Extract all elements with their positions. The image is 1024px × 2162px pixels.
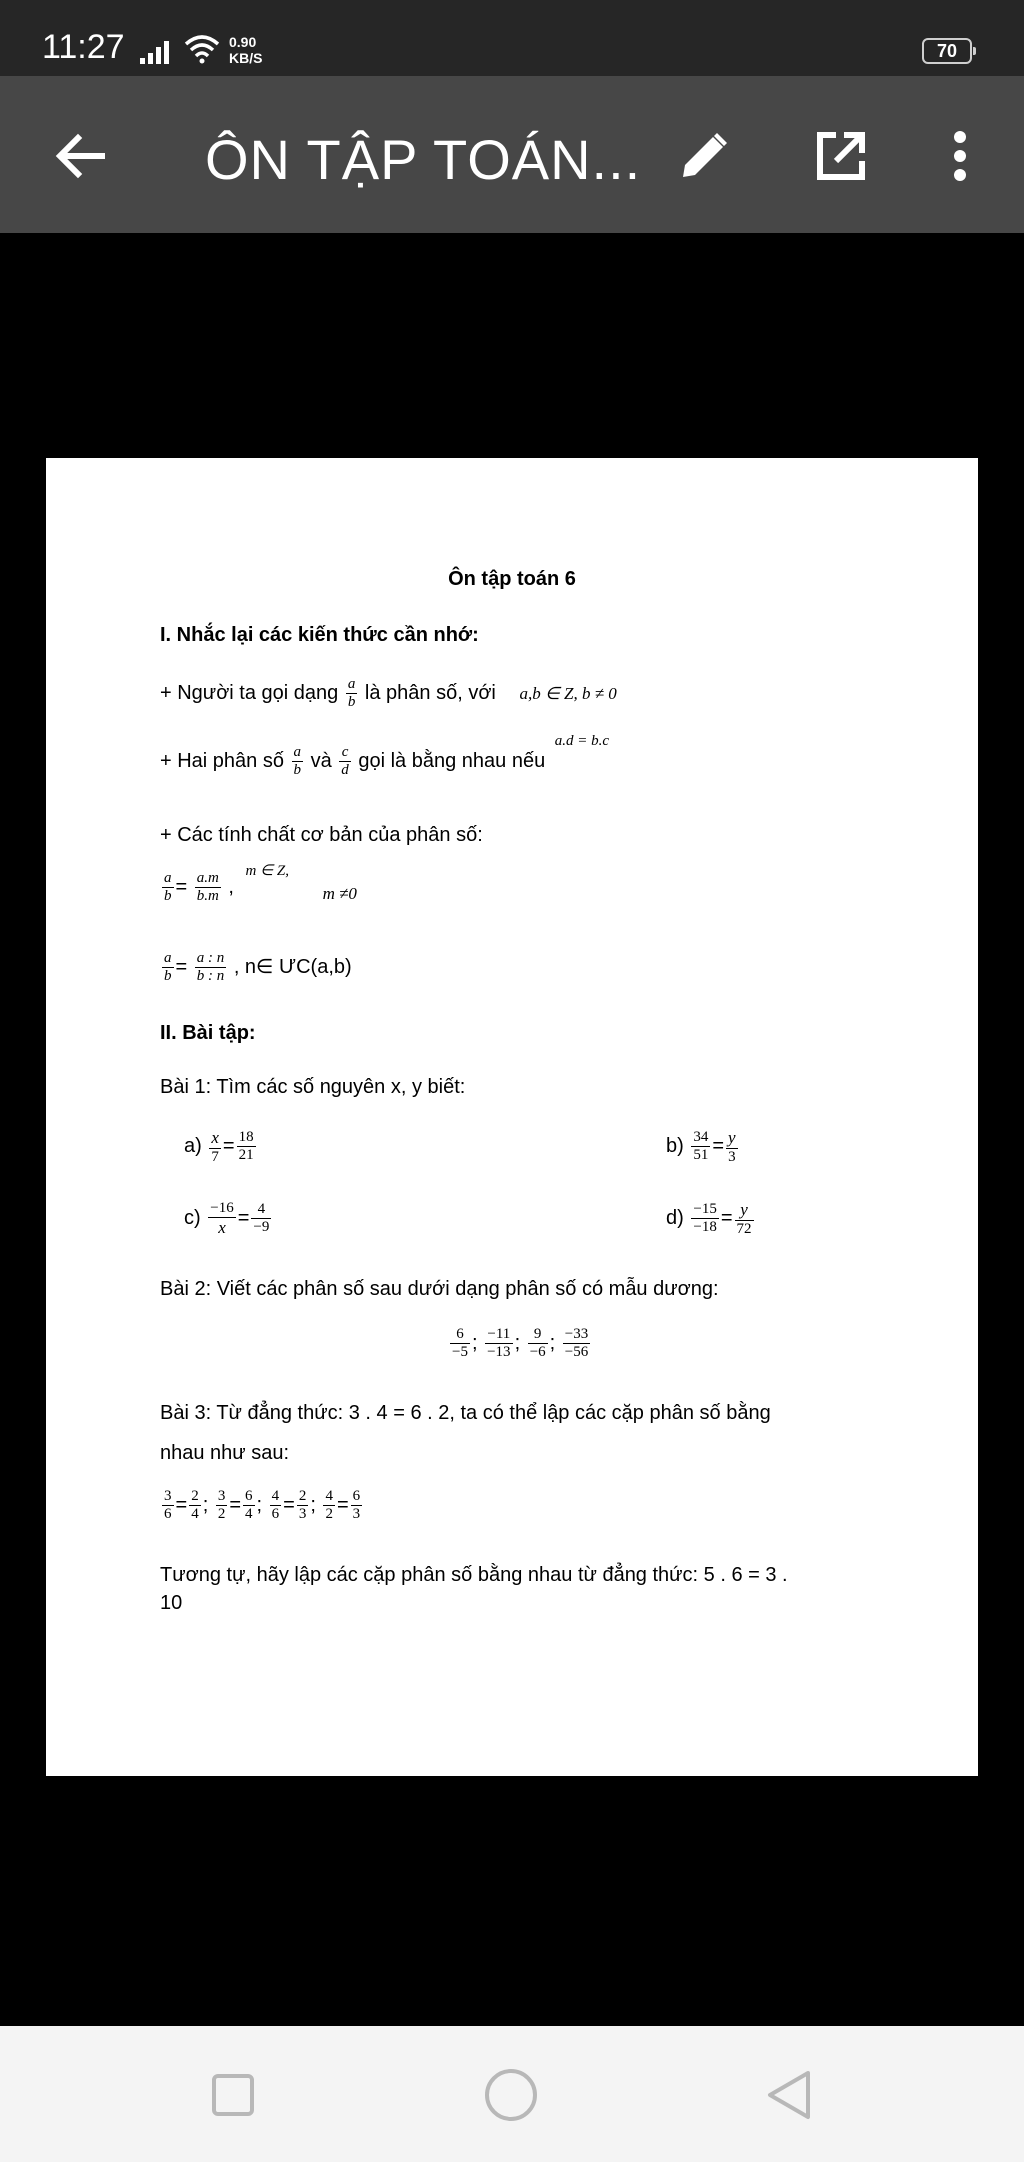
fraction-a-b: $\frac{a}{b}$: [347, 676, 356, 711]
pencil-icon: [677, 129, 731, 183]
fraction-a-b: $\frac{a}{b}$: [293, 744, 302, 779]
square-icon: [210, 2072, 256, 2118]
exercise3-text-2: nhau như sau:: [160, 1442, 290, 1464]
exercise1-c: c) $\frac{-16}{x}$ = $\frac{4}{-9}$: [184, 1200, 270, 1238]
property-divide-condition: , n∈ ƯC(a,b): [233, 956, 352, 979]
definition-line: [160, 676, 617, 712]
exercise3-pairs: $\frac{3}{6}$ = $\frac{2}{4}$ ; $\frac{3}{2}$ = $\frac{6}{4}$ ; $\frac{4}{6}$ = $\frac{2}{3}$ ; $\frac{4}{2}$ = $\frac{6}{3}$: [164, 1488, 361, 1523]
navigation-bar: [0, 2026, 1024, 2162]
speed-unit: KB/S: [229, 50, 263, 66]
network-speed: [229, 34, 262, 66]
exercise3-text-1: Bài 3: Từ đẳng thức: 3 . 4 = 6 . 2, ta có thể lập các cặp phân số bằng: [160, 1402, 771, 1424]
fraction-a-b: $\frac{a}{b}$: [164, 950, 172, 985]
fraction-c-d: $\frac{c}{d}$: [341, 744, 349, 779]
triangle-back-icon: [764, 2069, 814, 2121]
document-page[interactable]: [46, 458, 978, 1776]
section1-heading: I. Nhắc lại các kiến thức cần nhớ:: [160, 624, 479, 646]
signal-icon: [140, 40, 174, 64]
fraction-an-bn: $\frac{a : n}{b : n}$: [196, 950, 225, 985]
open-in-new-icon: [814, 129, 868, 183]
back-nav-button[interactable]: [754, 2060, 824, 2130]
section2-heading: II. Bài tập:: [160, 1022, 256, 1044]
equality-condition: a.d = b.c: [554, 733, 610, 750]
fraction-a-b: $\frac{a}{b}$: [164, 870, 172, 905]
wifi-icon: [184, 34, 220, 64]
exercise1-d: d) $\frac{-15}{-18}$ = $\frac{y}{72}$: [666, 1200, 752, 1237]
property-divide: $\frac{a}{b}$ = $\frac{a : n}{b : n}$ , n∈ ƯC(a,b): [164, 950, 352, 985]
definition-prefix: + Người ta gọi dạng: [160, 682, 339, 705]
property-multiply: $\frac{a}{b}$ = $\frac{a.m}{b.m}$ , $^{m \in Z,}$ $_{m \ne 0}$: [164, 863, 357, 905]
exercise3-text-3: Tương tự, hãy lập các cặp phân số bằng nhau từ đẳng thức: 5 . 6 = 3 .: [160, 1564, 788, 1586]
recents-button[interactable]: [198, 2060, 268, 2130]
home-button[interactable]: [476, 2060, 546, 2130]
properties-heading: + Các tính chất cơ bản của phân số:: [160, 824, 483, 846]
document-title: ÔN TẬP TOÁN...: [205, 128, 642, 191]
exercise2-text: Bài 2: Viết các phân số sau dưới dạng phân số có mẫu dương:: [160, 1278, 719, 1300]
battery-indicator: 70: [922, 38, 972, 64]
more-options-button[interactable]: [920, 116, 1000, 196]
doc-title: Ôn tập toán 6: [448, 568, 576, 590]
fraction-am-bm: $\frac{a.m}{b.m}$: [196, 870, 219, 905]
back-button[interactable]: [40, 116, 120, 196]
equality-suffix: gọi là bằng nhau nếu: [358, 750, 546, 773]
open-external-button[interactable]: [801, 116, 881, 196]
equality-and: và: [310, 750, 332, 773]
property-condition-2: m ≠0: [322, 884, 357, 904]
speed-value: 0.90: [229, 34, 257, 50]
app-bar: [0, 76, 1024, 233]
status-bar: [0, 0, 1024, 76]
circle-icon: [483, 2067, 539, 2123]
edit-button[interactable]: [664, 116, 744, 196]
equality-line: [160, 733, 610, 780]
exercise1-b: b) $\frac{34}{51}$ = $\frac{y}{3}$: [666, 1128, 736, 1165]
arrow-left-icon: [54, 133, 106, 179]
exercise1-text: Bài 1: Tìm các số nguyên x, y biết:: [160, 1076, 466, 1098]
equality-prefix: + Hai phân số: [160, 750, 284, 773]
exercise3-text-4: 10: [160, 1592, 183, 1614]
definition-condition: a,b ∈ Z, b ≠ 0: [519, 684, 617, 704]
more-vert-icon: [952, 130, 968, 182]
definition-middle: là phân số, với: [364, 682, 496, 705]
exercise2-fractions: $\frac{6}{-5}$ ; $\frac{-11}{-13}$ ; $\frac{9}{-6}$ ; $\frac{-33}{-56}$: [452, 1326, 589, 1361]
property-condition-1: m ∈ Z,: [245, 863, 290, 880]
exercise1-a: a) $\frac{x}{7}$ = $\frac{18}{21}$: [184, 1128, 254, 1165]
status-time: 11:27: [42, 28, 125, 66]
